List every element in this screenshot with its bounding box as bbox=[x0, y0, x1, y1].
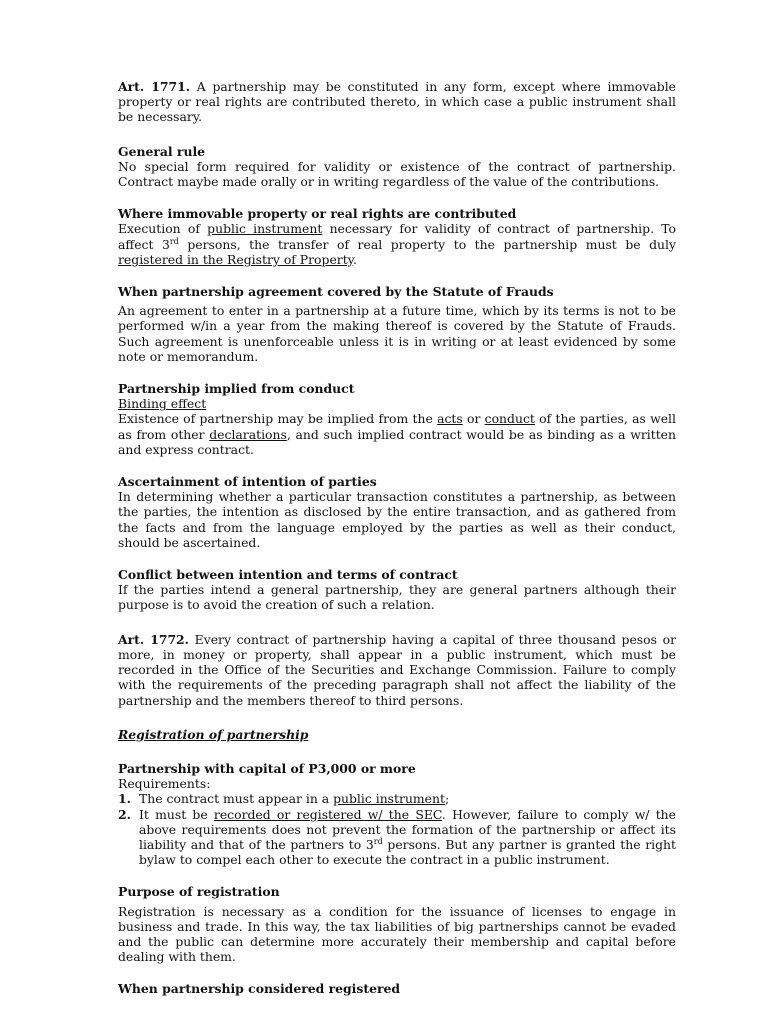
text-run: or bbox=[462, 411, 485, 427]
purpose-section bbox=[118, 884, 676, 964]
text-run: necessary for validity of contract of partnership. To affect 3 bbox=[118, 221, 676, 252]
art-1772-section bbox=[118, 632, 676, 708]
text-run: . However, failure to comply w/ the above requirements does not prevent the formation of the partnership or affect its liability and that of the partners to 3 bbox=[139, 806, 676, 852]
subheading-text: Binding effect bbox=[118, 396, 207, 412]
section-text: No special form required for validity or existence of the contract of partnership. Contract maybe made orally or in writing regardless of the value of the contributions. bbox=[118, 158, 676, 190]
text-run: Existence of partnership may be implied from the bbox=[118, 411, 438, 427]
capital-section bbox=[118, 761, 676, 867]
superscript: rd bbox=[373, 836, 383, 846]
intention-section bbox=[118, 474, 676, 550]
art-1771-paragraph bbox=[118, 79, 676, 125]
text-run: The contract must appear in a bbox=[139, 791, 334, 807]
list-item bbox=[118, 807, 676, 868]
list-item bbox=[118, 791, 676, 806]
article-label: Art. 1772. bbox=[118, 631, 189, 647]
section-heading: Partnership with capital of P3,000 or more bbox=[118, 760, 416, 776]
underlined-term: public instrument bbox=[333, 791, 445, 807]
text-run: , and such implied contract would be as binding as a written and express contract. bbox=[118, 426, 676, 457]
section-text: An agreement to enter in a partnership at a future time, which by its terms is not to be performed w/in a year from the making thereof is covered by the Statute of Frauds. Such agreement is unenforceable unless it is in writing or at least evidenced by some note or memorandum. bbox=[118, 303, 676, 364]
article-label: Art. 1771. bbox=[118, 79, 191, 94]
general-rule-section bbox=[118, 144, 676, 190]
section-heading: Purpose of registration bbox=[118, 884, 280, 900]
registration-title bbox=[118, 727, 676, 742]
underlined-term: declarations bbox=[209, 426, 287, 442]
considered-registered-section bbox=[118, 981, 676, 996]
section-heading: Ascertainment of intention of parties bbox=[118, 474, 377, 490]
registration-title-block bbox=[118, 727, 676, 742]
section-text: If the parties intend a general partnership, they are general partners although their purpose is to avoid the creation of such a relation. bbox=[118, 582, 676, 613]
requirements-list bbox=[118, 791, 676, 867]
text-run: ; bbox=[444, 791, 450, 807]
requirements-label: Requirements: bbox=[118, 776, 211, 792]
article-text: A partnership may be constituted in any form, except where immovable property or real rights are contributed thereto, in which case a public instrument shall be necessary. bbox=[118, 79, 677, 125]
conflict-section bbox=[118, 567, 676, 613]
registration-title-text: Registration of partnership bbox=[118, 726, 309, 742]
section-heading: Conflict between intention and terms of contract bbox=[118, 567, 458, 583]
underlined-term: registered in the Registry of Property bbox=[118, 251, 354, 267]
statute-of-frauds-section bbox=[118, 284, 676, 364]
text-run: It must be bbox=[139, 806, 214, 822]
section-text bbox=[118, 221, 676, 267]
section-heading: Where immovable property or real rights are contributed bbox=[118, 206, 517, 222]
text-run: persons. But any partner is granted the right bylaw to compel each other to execute the contract in a public instrument. bbox=[139, 836, 676, 868]
section-subheading bbox=[118, 396, 676, 411]
section-text: In determining whether a particular transaction constitutes a partnership, as between the parties, the intention as disclosed by the entire transaction, and as gathered from the facts and from the language employed by the parties as well as their conduct, should be ascertained. bbox=[118, 489, 676, 550]
list-number: 1. bbox=[118, 791, 131, 807]
immovable-section bbox=[118, 206, 676, 267]
text-run: persons, the transfer of real property to the partnership must be duly bbox=[178, 236, 676, 252]
art-1772-paragraph bbox=[118, 632, 676, 708]
underlined-term: public instrument bbox=[207, 221, 323, 237]
section-text: Registration is necessary as a condition for the issuance of licenses to engage in business and trade. In this way, the tax liabilities of big partnerships cannot be evaded and the public can determine more accurately their membership and capital before dealing with them. bbox=[118, 903, 676, 965]
underlined-term: conduct bbox=[484, 411, 535, 427]
text-run: . bbox=[353, 251, 357, 267]
text-run: of the parties, as well as from other bbox=[118, 411, 676, 442]
section-text bbox=[118, 411, 676, 457]
text-run: Execution of bbox=[118, 221, 208, 237]
implied-conduct-section bbox=[118, 381, 676, 457]
section-heading: When partnership agreement covered by the Statute of Frauds bbox=[118, 284, 554, 300]
document-body bbox=[118, 79, 676, 997]
underlined-term: acts bbox=[437, 411, 463, 427]
list-number: 2. bbox=[118, 806, 131, 822]
section-heading: Partnership implied from conduct bbox=[118, 381, 355, 397]
section-heading: General rule bbox=[118, 143, 206, 159]
superscript: rd bbox=[169, 236, 179, 246]
section-heading: When partnership considered registered bbox=[118, 981, 401, 997]
underlined-term: recorded or registered w/ the SEC bbox=[213, 806, 442, 822]
article-text: Every contract of partnership having a capital of three thousand pesos or more, in money or property, shall appear in a public instrument, which must be recorded in the Office of the Securities and Exchange Commission. Failure to comply with the requirements of the preceding paragraph shall not affect the liability of the partnership and the members thereof to third persons. bbox=[118, 631, 676, 708]
